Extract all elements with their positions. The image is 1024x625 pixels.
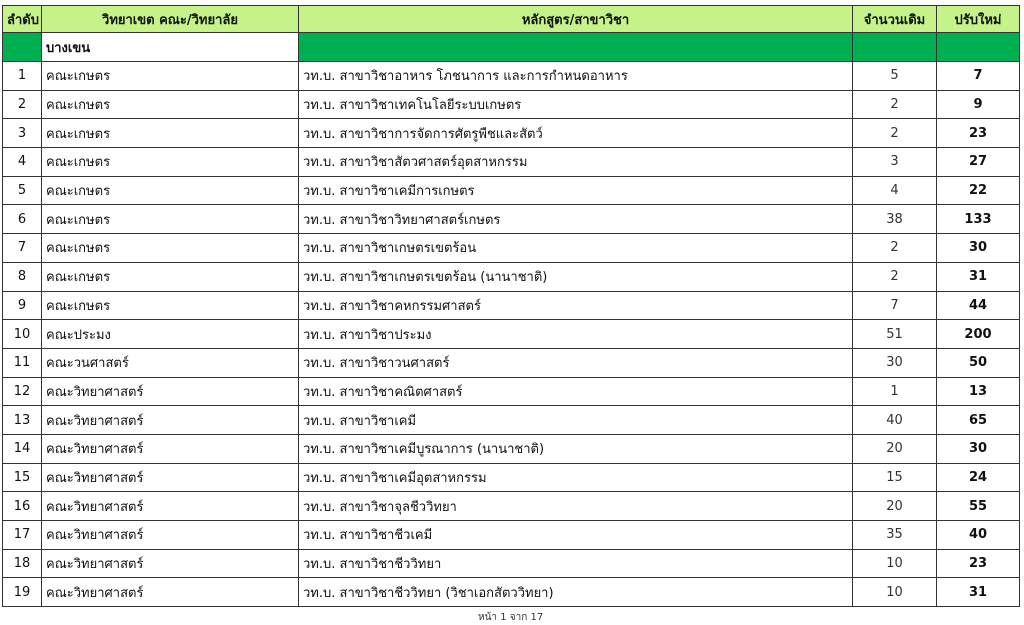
row-faculty: คณะเกษตร — [42, 90, 299, 119]
row-program: วท.บ. สาขาวิชาวิทยาศาสตร์เกษตร — [299, 205, 853, 234]
row-program: วท.บ. สาขาวิชาสัตวศาสตร์อุตสาหกรรม — [299, 148, 853, 177]
table-row — [3, 62, 1020, 91]
table-row — [3, 434, 1020, 463]
row-number: 13 — [3, 406, 42, 435]
table-row — [3, 406, 1020, 435]
row-number: 17 — [3, 521, 42, 550]
row-original-count: 20 — [853, 434, 937, 463]
row-faculty: คณะเกษตร — [42, 262, 299, 291]
row-program: วท.บ. สาขาวิชาเทคโนโลยีระบบเกษตร — [299, 90, 853, 119]
row-program: วท.บ. สาขาวิชาเกษตรเขตร้อน (นานาชาติ) — [299, 262, 853, 291]
row-program: วท.บ. สาขาวิชาอาหาร โภชนาการ และการกำหนดอาหาร — [299, 62, 853, 91]
row-number: 6 — [3, 205, 42, 234]
section-row — [3, 33, 1020, 62]
section-label: บางเขน — [42, 33, 299, 62]
row-revised-count: 7 — [937, 62, 1020, 91]
row-revised-count: 50 — [937, 348, 1020, 377]
row-number: 3 — [3, 119, 42, 148]
row-program: วท.บ. สาขาวิชาคณิตศาสตร์ — [299, 377, 853, 406]
row-original-count: 2 — [853, 234, 937, 263]
row-number: 12 — [3, 377, 42, 406]
row-program: วท.บ. สาขาวิชาเคมีบูรณาการ (นานาชาติ) — [299, 434, 853, 463]
table-row — [3, 119, 1020, 148]
table-header-row — [3, 6, 1020, 33]
row-revised-count: 55 — [937, 492, 1020, 521]
row-original-count: 3 — [853, 148, 937, 177]
row-revised-count: 23 — [937, 549, 1020, 578]
row-revised-count: 9 — [937, 90, 1020, 119]
row-revised-count: 44 — [937, 291, 1020, 320]
row-faculty: คณะเกษตร — [42, 62, 299, 91]
row-revised-count: 30 — [937, 234, 1020, 263]
table-row — [3, 205, 1020, 234]
row-revised-count: 65 — [937, 406, 1020, 435]
row-revised-count: 13 — [937, 377, 1020, 406]
table-row — [3, 176, 1020, 205]
table-row — [3, 549, 1020, 578]
row-program: วท.บ. สาขาวิชาจุลชีววิทยา — [299, 492, 853, 521]
row-number: 8 — [3, 262, 42, 291]
row-faculty: คณะวิทยาศาสตร์ — [42, 578, 299, 607]
row-original-count: 1 — [853, 377, 937, 406]
row-revised-count: 200 — [937, 320, 1020, 349]
table-row — [3, 377, 1020, 406]
row-original-count: 10 — [853, 549, 937, 578]
row-revised-count: 31 — [937, 262, 1020, 291]
row-number: 15 — [3, 463, 42, 492]
row-original-count: 5 — [853, 62, 937, 91]
row-original-count: 38 — [853, 205, 937, 234]
row-faculty: คณะวิทยาศาสตร์ — [42, 377, 299, 406]
row-revised-count: 133 — [937, 205, 1020, 234]
row-original-count: 10 — [853, 578, 937, 607]
row-original-count: 20 — [853, 492, 937, 521]
row-faculty: คณะเกษตร — [42, 148, 299, 177]
row-number: 10 — [3, 320, 42, 349]
row-number: 19 — [3, 578, 42, 607]
row-revised-count: 40 — [937, 521, 1020, 550]
table-row — [3, 262, 1020, 291]
row-program: วท.บ. สาขาวิชาชีวเคมี — [299, 521, 853, 550]
row-faculty: คณะวนศาสตร์ — [42, 348, 299, 377]
row-faculty: คณะประมง — [42, 320, 299, 349]
table-row — [3, 234, 1020, 263]
row-number: 9 — [3, 291, 42, 320]
row-faculty: คณะวิทยาศาสตร์ — [42, 463, 299, 492]
row-original-count: 15 — [853, 463, 937, 492]
row-faculty: คณะวิทยาศาสตร์ — [42, 521, 299, 550]
row-faculty: คณะเกษตร — [42, 176, 299, 205]
row-number: 16 — [3, 492, 42, 521]
header-program: หลักสูตร/สาขาวิชา — [299, 6, 853, 33]
table-row — [3, 90, 1020, 119]
row-number: 18 — [3, 549, 42, 578]
row-program: วท.บ. สาขาวิชาเคมี — [299, 406, 853, 435]
row-revised-count: 27 — [937, 148, 1020, 177]
row-faculty: คณะวิทยาศาสตร์ — [42, 434, 299, 463]
row-original-count: 2 — [853, 119, 937, 148]
row-revised-count: 30 — [937, 434, 1020, 463]
row-number: 11 — [3, 348, 42, 377]
table-row — [3, 320, 1020, 349]
row-number: 4 — [3, 148, 42, 177]
row-original-count: 2 — [853, 90, 937, 119]
row-number: 1 — [3, 62, 42, 91]
row-program: วท.บ. สาขาวิชาเคมีการเกษตร — [299, 176, 853, 205]
row-faculty: คณะเกษตร — [42, 119, 299, 148]
row-revised-count: 22 — [937, 176, 1020, 205]
row-original-count: 7 — [853, 291, 937, 320]
row-program: วท.บ. สาขาวิชาคหกรรมศาสตร์ — [299, 291, 853, 320]
row-faculty: คณะวิทยาศาสตร์ — [42, 549, 299, 578]
page-footer: หน้า 1 จาก 17 — [478, 612, 544, 623]
row-program: วท.บ. สาขาวิชาชีววิทยา — [299, 549, 853, 578]
row-faculty: คณะวิทยาศาสตร์ — [42, 492, 299, 521]
row-number: 2 — [3, 90, 42, 119]
table-row — [3, 148, 1020, 177]
row-original-count: 2 — [853, 262, 937, 291]
header-revised-count: ปรับใหม่ — [937, 6, 1020, 33]
row-faculty: คณะเกษตร — [42, 234, 299, 263]
table-row — [3, 578, 1020, 607]
row-program: วท.บ. สาขาวิชาประมง — [299, 320, 853, 349]
row-program: วท.บ. สาขาวิชาเคมีอุตสาหกรรม — [299, 463, 853, 492]
row-number: 5 — [3, 176, 42, 205]
table-row — [3, 348, 1020, 377]
row-number: 14 — [3, 434, 42, 463]
row-original-count: 30 — [853, 348, 937, 377]
row-faculty: คณะเกษตร — [42, 205, 299, 234]
row-program: วท.บ. สาขาวิชาการจัดการศัตรูพืชและสัตว์ — [299, 119, 853, 148]
row-number: 7 — [3, 234, 42, 263]
row-program: วท.บ. สาขาวิชาเกษตรเขตร้อน — [299, 234, 853, 263]
program-table — [2, 5, 1020, 607]
header-original-count: จำนวนเดิม — [853, 6, 937, 33]
header-campus-faculty: วิทยาเขต คณะ/วิทยาลัย — [42, 6, 299, 33]
row-program: วท.บ. สาขาวิชาวนศาสตร์ — [299, 348, 853, 377]
row-revised-count: 31 — [937, 578, 1020, 607]
table-row — [3, 492, 1020, 521]
row-original-count: 35 — [853, 521, 937, 550]
row-original-count: 4 — [853, 176, 937, 205]
table-row — [3, 463, 1020, 492]
row-revised-count: 24 — [937, 463, 1020, 492]
row-program: วท.บ. สาขาวิชาชีววิทยา (วิชาเอกสัตววิทยา) — [299, 578, 853, 607]
row-faculty: คณะวิทยาศาสตร์ — [42, 406, 299, 435]
row-revised-count: 23 — [937, 119, 1020, 148]
table-row — [3, 291, 1020, 320]
header-order: ลำดับ — [3, 6, 42, 33]
row-original-count: 40 — [853, 406, 937, 435]
row-faculty: คณะเกษตร — [42, 291, 299, 320]
row-original-count: 51 — [853, 320, 937, 349]
table-row — [3, 521, 1020, 550]
